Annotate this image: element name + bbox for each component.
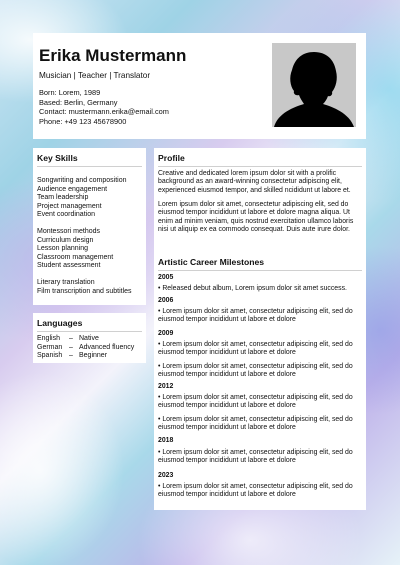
milestone-event: • Released debut album, Lorem ipsum dolor sit amet success.	[158, 285, 347, 292]
skills-group-translation	[37, 279, 144, 296]
skill-item: Event coordination	[37, 211, 95, 218]
milestone-year: 2005	[158, 274, 174, 281]
language-row	[37, 344, 134, 353]
skill-item: Audience engagement	[37, 185, 108, 193]
key-skills-title: Key Skills	[37, 153, 78, 163]
milestone-event: • Lorem ipsum dolor sit amet, consectetur adipiscing elit, sed do eiusmod tempor incididunt ut labore et dolore	[158, 308, 353, 324]
milestone-event: • Lorem ipsum dolor sit amet, consectetur adipiscing elit, sed do eiusmod tempor incididunt ut labore et dolore	[158, 394, 353, 410]
skill-item: Literary translation	[37, 279, 95, 286]
language-name: English	[37, 335, 60, 342]
main-content-card	[154, 148, 366, 510]
contact-details	[39, 88, 169, 126]
person-silhouette-icon	[272, 43, 356, 127]
skill-item: Project management	[37, 202, 102, 210]
profile-summary: Creative and dedicated lorem ipsum dolor sit with a prolific background as an award-winning consectetur adipiscing elit, experienced eiusmod tempor, and skilled ncididunt ut labore et.	[158, 170, 351, 194]
language-level: Beginner	[79, 352, 108, 360]
milestone-event: • Lorem ipsum dolor sit amet, consectetur adipiscing elit, sed do eiusmod tempor incididunt ut labore et dolore	[158, 483, 353, 499]
languages-title: Languages	[37, 318, 83, 328]
section-divider	[37, 166, 142, 167]
email-info: Contact: mustermann.erika@email.com	[39, 107, 169, 116]
skill-item: Songwriting and composition	[37, 177, 127, 184]
section-divider	[158, 166, 362, 167]
language-dash: –	[69, 343, 73, 351]
section-divider	[158, 270, 362, 271]
milestone-year: 2023	[158, 472, 174, 479]
milestone-event: • Lorem ipsum dolor sit amet, consectetur adipiscing elit, sed do eiusmod tempor incididunt ut labore et dolore	[158, 416, 353, 432]
profile-title: Profile	[158, 153, 185, 163]
location-info: Based: Berlin, Germany	[39, 97, 118, 107]
milestone-event: • Lorem ipsum dolor sit amet, consectetur adipiscing elit, sed do eiusmod tempor incididunt ut labore et dolore	[158, 363, 353, 379]
language-name: Spanish	[37, 352, 63, 360]
milestone-event: • Lorem ipsum dolor sit amet, consectetur adipiscing elit, sed do eiusmod tempor incididunt ut labore et dolore	[158, 449, 353, 465]
language-row	[37, 352, 134, 361]
header-card	[33, 33, 366, 139]
skills-group-music	[37, 177, 144, 220]
milestone-year: 2012	[158, 383, 174, 390]
languages-card	[33, 313, 146, 363]
skill-item: Film transcription and subtitles	[37, 287, 132, 295]
language-dash: –	[69, 335, 73, 342]
skill-item: Lesson planning	[37, 245, 88, 252]
milestone-year: 2006	[158, 297, 174, 304]
birth-info: Born: Lorem, 1989	[39, 88, 101, 97]
key-skills-card	[33, 148, 146, 305]
skill-item: Team leadership	[37, 194, 89, 201]
language-dash: –	[69, 352, 73, 360]
profile-details: Lorem ipsum dolor sit amet, consectetur adipiscing elit, sed do eiusmod tempor incididunt ut labore et dolore magna aliqua. Ut enim ad minim veniam, quis nostrud exercitation ullamco laboris nisi ut aliquip ex ea commodo consequat. Duis aute irure dolor.	[158, 201, 354, 233]
phone-info: Phone: +49 123 45678900	[39, 116, 127, 126]
milestone-event: • Lorem ipsum dolor sit amet, consectetur adipiscing elit, sed do eiusmod tempor incididunt ut labore et dolore	[158, 341, 353, 357]
milestone-year: 2018	[158, 437, 174, 444]
language-level: Native	[79, 335, 99, 342]
skills-group-teaching	[37, 228, 144, 271]
profile-photo	[272, 43, 356, 127]
language-level: Advanced fluency	[79, 343, 135, 351]
skill-item: Classroom management	[37, 253, 114, 261]
skill-item: Montessori methods	[37, 228, 101, 235]
language-name: German	[37, 343, 63, 351]
language-row	[37, 335, 134, 344]
milestones-title: Artistic Career Milestones	[158, 257, 265, 267]
milestone-year: 2009	[158, 330, 174, 337]
person-name: Erika Mustermann	[39, 46, 187, 65]
section-divider	[37, 331, 142, 332]
skill-item: Student assessment	[37, 262, 101, 269]
tagline: Musician | Teacher | Translator	[39, 71, 151, 80]
skill-item: Curriculum design	[37, 236, 94, 244]
languages-list	[37, 335, 134, 361]
